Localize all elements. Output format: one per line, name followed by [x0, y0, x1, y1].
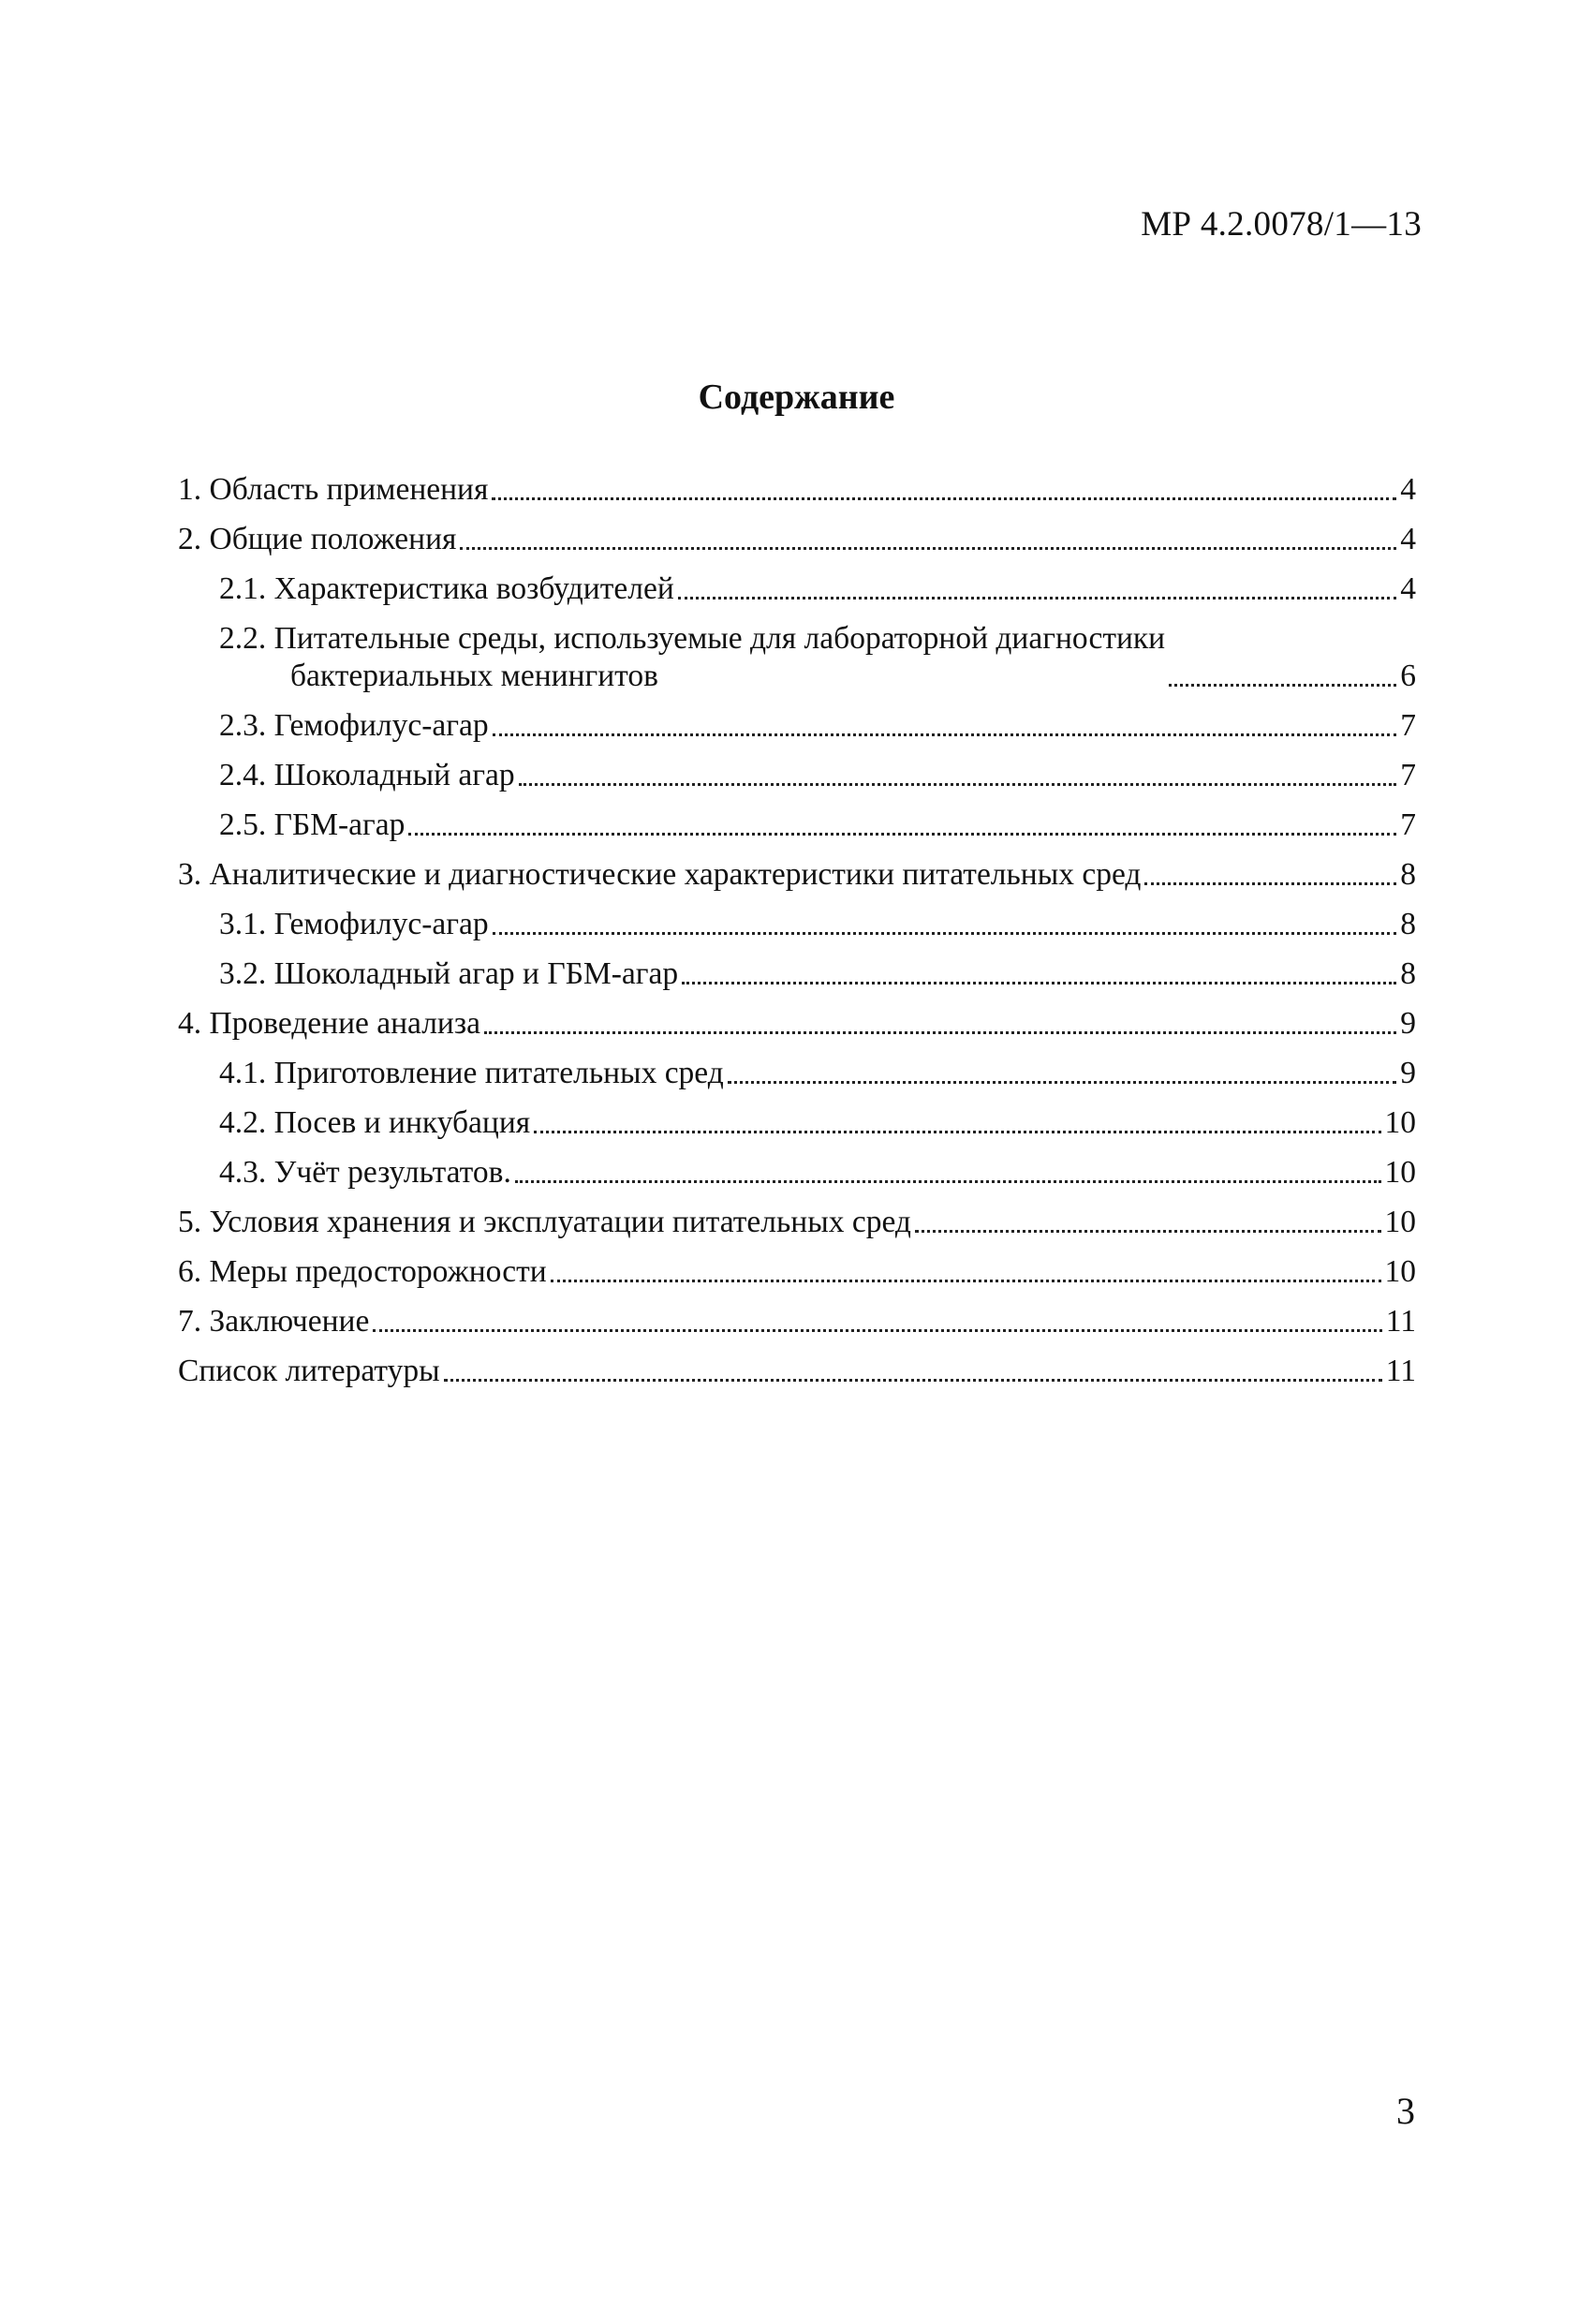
toc-item-page: 7: [1400, 708, 1416, 743]
dot-leader: [492, 497, 1396, 500]
table-of-contents: [178, 459, 1416, 1390]
toc-item-text: 4. Проведение анализа: [178, 1006, 480, 1041]
toc-item-text: 2.1. Характеристика возбудителей: [219, 571, 674, 606]
toc-item[interactable]: [178, 1043, 1416, 1092]
dot-leader: [460, 547, 1396, 550]
toc-item-page: 7: [1400, 807, 1416, 842]
toc-item-page: 10: [1384, 1105, 1416, 1140]
toc-item-text: 4.1. Приготовление питательных сред: [219, 1056, 724, 1090]
toc-item-text: 1. Область применения: [178, 472, 489, 507]
toc-item[interactable]: [178, 745, 1416, 794]
toc-item[interactable]: [178, 459, 1416, 509]
toc-item-text: 2. Общие положения: [178, 522, 457, 556]
dot-leader: [1144, 882, 1396, 885]
toc-item-text-wrap: [219, 620, 1165, 695]
toc-item-text: 3.2. Шоколадный агар и ГБМ-агар: [219, 956, 679, 991]
toc-item-page: 4: [1400, 571, 1416, 606]
toc-item-page: 9: [1400, 1006, 1416, 1041]
toc-item-page: 6: [1400, 659, 1416, 693]
toc-title: Содержание: [698, 377, 895, 417]
toc-item[interactable]: [178, 943, 1416, 993]
dot-leader: [484, 1031, 1396, 1034]
toc-item-page: 10: [1384, 1155, 1416, 1190]
dot-leader: [534, 1131, 1380, 1133]
toc-item-page: 10: [1384, 1205, 1416, 1239]
toc-item-text: 3.1. Гемофилус-агар: [219, 907, 489, 941]
toc-item-text: 2.5. ГБМ-агар: [219, 807, 406, 842]
toc-item-page: 8: [1400, 907, 1416, 941]
toc-item-text: Список литературы: [178, 1354, 440, 1388]
dot-leader: [515, 1180, 1381, 1183]
toc-item-page: 8: [1400, 857, 1416, 892]
toc-item-page: 10: [1384, 1254, 1416, 1289]
dot-leader: [493, 932, 1397, 935]
toc-item-text: 2.3. Гемофилус-агар: [219, 708, 489, 743]
toc-item-text: 4.2. Посев и инкубация: [219, 1105, 531, 1140]
toc-item-text: 7. Заключение: [178, 1304, 370, 1339]
toc-item[interactable]: [178, 695, 1416, 745]
dot-leader: [408, 833, 1396, 836]
toc-item-page: 9: [1400, 1056, 1416, 1090]
toc-item-text: 4.3. Учёт результатов.: [219, 1155, 511, 1190]
toc-item-text: 2.2. Питательные среды, используемые для лабораторной диагностики: [219, 621, 1166, 656]
toc-item[interactable]: [178, 993, 1416, 1043]
dot-leader: [682, 982, 1396, 984]
toc-item[interactable]: [178, 1291, 1416, 1340]
page-number: 3: [1396, 2090, 1415, 2132]
toc-item[interactable]: [178, 558, 1416, 608]
toc-item[interactable]: [178, 608, 1416, 695]
toc-item-page: 7: [1400, 758, 1416, 792]
toc-item-text: 6. Меры предосторожности: [178, 1254, 547, 1289]
dot-leader: [728, 1081, 1396, 1084]
toc-item-page: 11: [1385, 1304, 1416, 1339]
toc-item[interactable]: [178, 509, 1416, 558]
toc-item-page: 11: [1385, 1354, 1416, 1388]
dot-leader: [1169, 684, 1396, 687]
toc-item[interactable]: [178, 844, 1416, 894]
toc-item[interactable]: [178, 1340, 1416, 1390]
dot-leader: [551, 1280, 1381, 1282]
dot-leader: [493, 733, 1397, 736]
toc-item-page: 4: [1400, 522, 1416, 556]
toc-item[interactable]: [178, 1092, 1416, 1142]
toc-item-text: 2.4. Шоколадный агар: [219, 758, 515, 792]
toc-item[interactable]: [178, 1142, 1416, 1192]
toc-item[interactable]: [178, 894, 1416, 943]
toc-item-text-continued: бактериальных менингитов: [290, 659, 658, 693]
dot-leader: [444, 1379, 1382, 1382]
toc-item-page: 4: [1400, 472, 1416, 507]
document-code: МР 4.2.0078/1—13: [1141, 205, 1422, 244]
dot-leader: [915, 1230, 1381, 1233]
dot-leader: [678, 597, 1397, 600]
toc-item-page: 8: [1400, 956, 1416, 991]
dot-leader: [519, 783, 1397, 786]
toc-item[interactable]: [178, 1241, 1416, 1291]
toc-item-text: 5. Условия хранения и эксплуатации питательных сред: [178, 1205, 911, 1239]
toc-item[interactable]: [178, 794, 1416, 844]
toc-item-text: 3. Аналитические и диагностические характеристики питательных сред: [178, 857, 1142, 892]
dot-leader: [373, 1329, 1381, 1332]
toc-item[interactable]: [178, 1192, 1416, 1241]
